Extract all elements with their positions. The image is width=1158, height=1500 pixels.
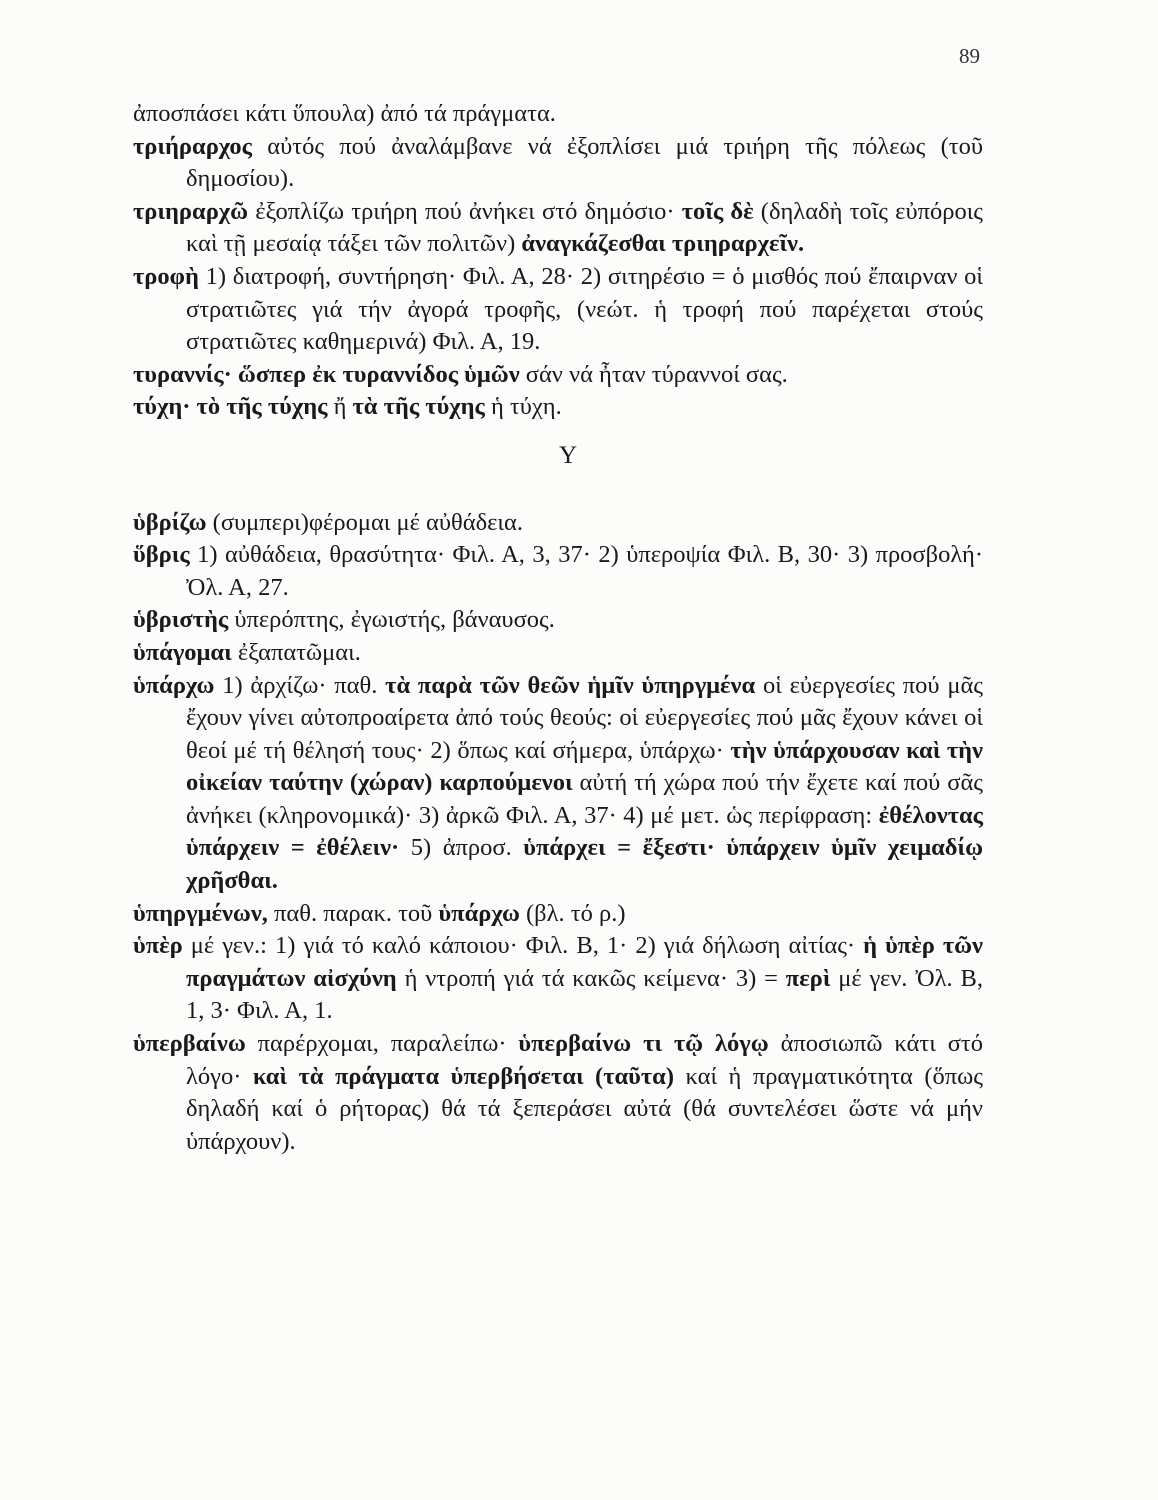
entry-continuation (133, 98, 983, 131)
definition-text: 1) διατροφή, συντήρηση· Φιλ. Α, 28· 2) σιτηρέσιο = ὁ μισθός πού ἔπαιρναν οἱ στρατιῶτες γιά τήν ἀγορά τροφῆς, (νεώτ. ἡ τροφή πού παρέχεται στούς στρατιῶτες καθημερινά) Φιλ. Α, 19. (186, 262, 983, 356)
headword-bold: τύχη· τὸ τῆς τύχης (133, 393, 328, 421)
definition-text: μέ γεν. Ὀλ. Β, 1, 3· Φιλ. Α, 1. (186, 964, 983, 1025)
headword-bold: περὶ (785, 964, 831, 992)
definition-text: (δηλαδὴ τοῖς εὐπόροις καὶ τῇ μεσαίᾳ τάξει τῶν πολιτῶν) (186, 197, 983, 258)
headword-bold: τὰ παρὰ τῶν θεῶν ἡμῖν ὑπηργμένα (385, 671, 756, 699)
headword-bold: τροφὴ (133, 262, 199, 290)
headword-bold: ὑπερβαίνω τι τῷ λόγῳ (518, 1030, 769, 1058)
headword-bold: ὑπερβαίνω (133, 1030, 246, 1058)
definition-text: αὐτή τή χώρα πού τήν ἔχετε καί πού σᾶς ἀνήκει (κληρονομικά)· 3) ἀρκῶ Φιλ. Α, 37· 4) μέ μετ. ὡς περίφραση: (186, 769, 983, 829)
definition-text: σάν νά ἦταν τύραννοί σας. (519, 360, 788, 388)
entry-hyparcho (133, 670, 983, 898)
entry-hyperbaino (133, 1028, 983, 1158)
entry-hyprgmenon (133, 898, 983, 931)
entry-hybrizo (133, 507, 983, 540)
definition-text: αὐτός πού ἀναλάμβανε νά ἐξοπλίσει μιά τριήρη τῆς πόλεως (τοῦ δημοσίου). (186, 132, 983, 193)
entry-hypagomai (133, 637, 983, 670)
entry-trierarchos (133, 131, 983, 196)
headword-bold: ὑπάγομαι (133, 638, 232, 666)
headword-bold: τὰ τῆς τύχης (352, 393, 485, 421)
headword-bold: καὶ τὰ πράγματα ὑπερβήσεται (ταῦτα) (252, 1062, 674, 1090)
headword-bold: τυραννίς· ὥσπερ ἐκ τυραννίδος ὑμῶν (133, 360, 520, 388)
headword-bold: ὑβριστὴς (133, 606, 229, 634)
headword-bold: ὑβρίζω (133, 508, 207, 536)
page-number: 89 (959, 44, 980, 68)
definition-text: ἤ (327, 393, 353, 421)
entry-tyrannis (133, 359, 983, 392)
headword-bold: ἡ ὑπὲρ τῶν πραγμάτων αἰσχύνη (186, 932, 983, 992)
definition-text: ἡ ντροπή γιά τά κακῶς κείμενα· 3) = (396, 964, 786, 992)
definition-text: 1) ἀρχίζω· παθ. (214, 671, 386, 699)
definition-text: 1) αὐθάδεια, θρασύτητα· Φιλ. Α, 3, 37· 2) ὑπεροψία Φιλ. Β, 30· 3) προσβολή· Ὀλ. Α, 27. (186, 541, 983, 601)
definition-text: οἱ εὐεργεσίες πού μᾶς ἔχουν γίνει αὐτοπροαίρετα ἀπό τούς θεούς: οἱ εὐεργεσίες πού μᾶς ἔχουν κάνει οἱ θεοί μέ τή θέλησή τους· 2) ὅπως καί σήμερα, ὑπάρχω· (186, 671, 983, 764)
headword-bold: ἀναγκάζεσθαι τριηραρχεῖν. (521, 230, 805, 258)
definition-text: παθ. παρακ. τοῦ (267, 899, 439, 927)
entry-hyper (133, 930, 983, 1028)
definition-text: ἐξαπατῶμαι. (231, 638, 361, 666)
entry-hybris (133, 539, 983, 604)
entry-trophe (133, 261, 983, 359)
definition-text: (συμπερι)φέρομαι μέ αὐθάδεια. (206, 508, 523, 536)
headword-bold: ὑπάρχω (438, 899, 520, 927)
definition-text: ἐξοπλίζω τριήρη πού ἀνήκει στό δημόσιο· (248, 197, 682, 225)
headword-bold: τὴν ὑπάρχουσαν καὶ τὴν οἰκείαν ταύτην (χώραν) καρπούμενοι (186, 736, 984, 797)
definition-text: ἡ τύχη. (484, 393, 562, 421)
definition-text: 5) ἀπροσ. (399, 834, 524, 862)
headword-bold: ὑπὲρ (133, 932, 183, 960)
section-letter: Y (558, 441, 578, 469)
headword-bold: ὑπηργμένων, (133, 899, 268, 927)
definition-text: καί ἡ πραγματικότητα (ὅπως δηλαδή καί ὁ ρήτορας) θά τά ξεπεράσει αὐτά (θά συντελέσει ὥστε νά μήν ὑπάρχουν). (186, 1062, 983, 1155)
definition-text: μέ γεν.: 1) γιά τό καλό κάποιου· Φιλ. Β, 1· 2) γιά δήλωση αἰτίας· (182, 932, 864, 960)
entry-tyche (133, 391, 983, 424)
headword-bold: τριήραρχος (133, 132, 253, 160)
headword-bold: ὑπάρχει = ἔξεστι· ὑπάρχειν ὑμῖν χειμαδίῳ χρῆσθαι. (186, 834, 983, 895)
headword-bold: ὑπάρχω (133, 671, 215, 699)
definition-text: ἀποσπάσει κάτι ὕπουλα) ἀπό τά πράγματα. (133, 100, 556, 127)
definition-text: ὑπερόπτης, ἐγωιστής, βάναυσος. (228, 606, 555, 634)
headword-bold: τριηραρχῶ (133, 197, 249, 225)
definition-text: (βλ. τό ρ.) (519, 899, 626, 927)
definition-text: παρέρχομαι, παραλείπω· (245, 1030, 519, 1058)
definition-text: ἀποσιωπῶ κάτι στό λόγο· (186, 1030, 983, 1090)
headword-bold: ἐθέλοντας ὑπάρχειν = ἐθέλειν· (186, 801, 983, 862)
headword-bold: τοῖς δὲ (681, 197, 754, 225)
entry-trierarcho (133, 196, 983, 261)
headword-bold: ὕβρις (133, 541, 190, 569)
glossary-text (133, 98, 983, 1158)
entry-hybristes (133, 604, 983, 637)
